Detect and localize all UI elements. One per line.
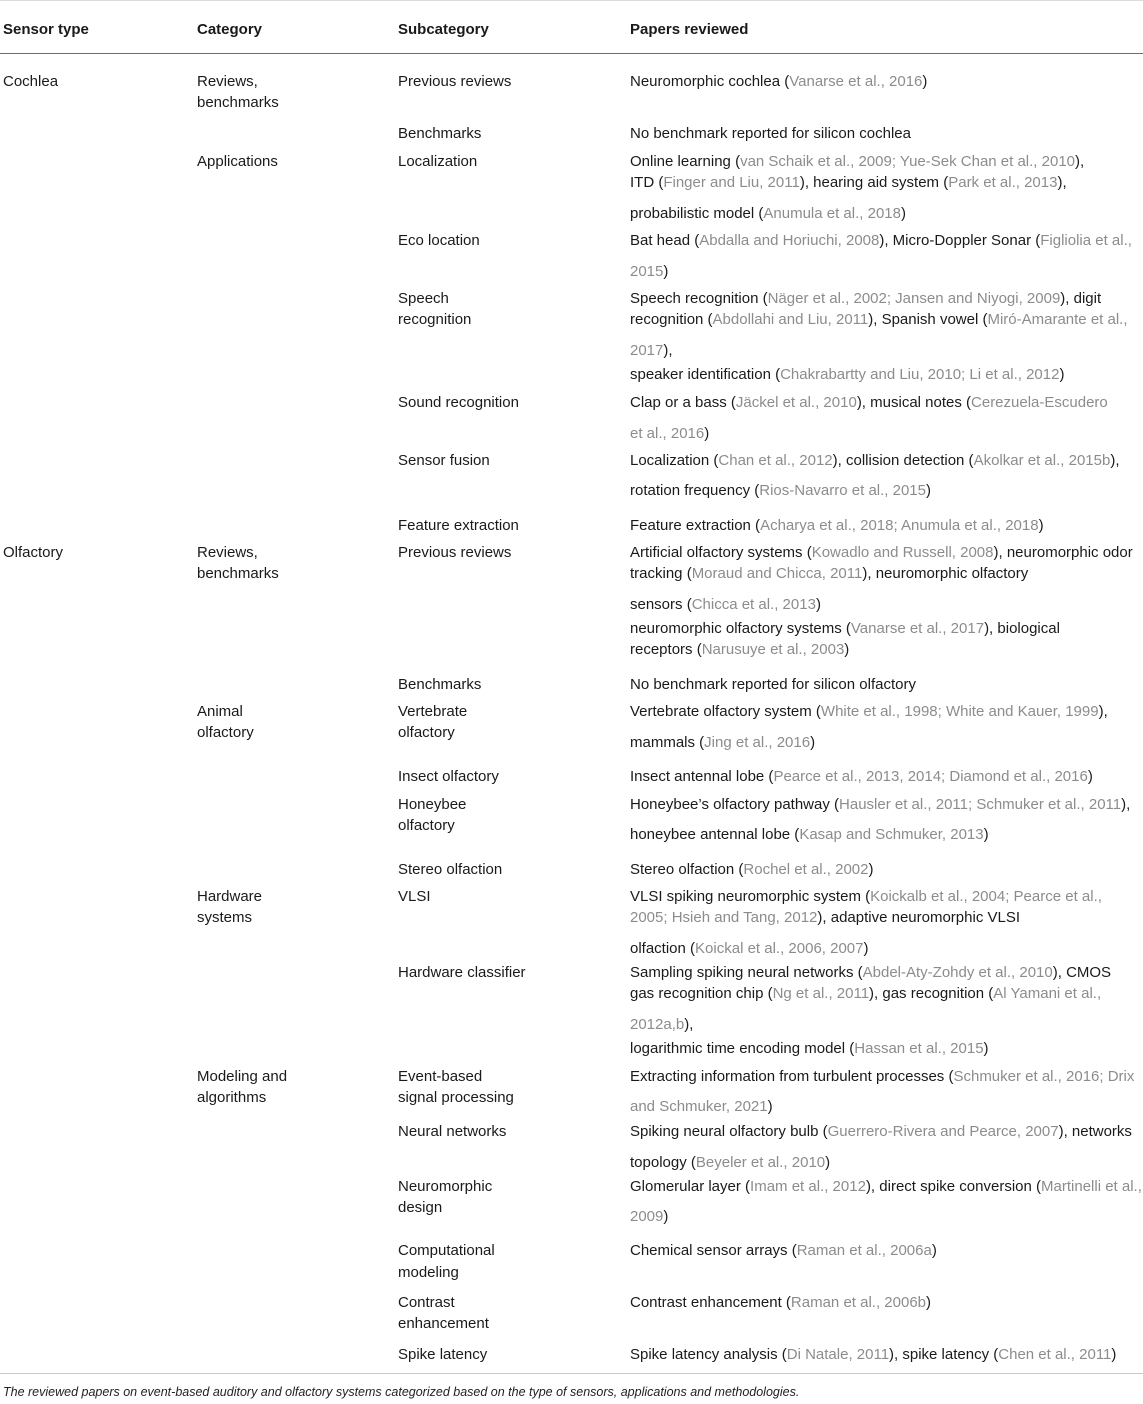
citation-link[interactable]: Narusuye et al., 2003 (701, 641, 845, 658)
cell-text: speaker identification ( (630, 366, 781, 383)
table-cell-pap-c-eco1 (630, 230, 1132, 251)
citation-link[interactable]: Akolkar et al., 2015b (973, 452, 1111, 469)
table-cell-sub-o-neuro1 (398, 1176, 492, 1197)
table-cell-pap-o-comp (630, 1240, 937, 1261)
cell-text: Neuromorphic cochlea ( (630, 73, 790, 90)
table-cell-pap-c-sound2 (630, 423, 709, 444)
citation-link[interactable]: et al., 2016 (630, 425, 705, 442)
citation-link[interactable]: Raman et al., 2006a (796, 1242, 932, 1259)
table-cell-cat-c-rev1 (197, 71, 258, 92)
cell-text: Reviews, (197, 544, 258, 561)
table-caption: The reviewed papers on event-based auditory and olfactory systems categorized based on the type of sensors, applications and methodologies. (3, 1385, 800, 1399)
cell-text: Extracting information from turbulent processes ( (630, 1068, 954, 1085)
table-cell-pap-o-stereo (630, 859, 874, 880)
citation-link[interactable]: Raman et al., 2006b (790, 1294, 927, 1311)
cell-text: Benchmarks (398, 676, 482, 693)
cell-text: Honeybee (398, 796, 467, 813)
cell-text: Neural networks (398, 1123, 507, 1140)
cell-text: algorithms (197, 1089, 267, 1106)
table-cell-sub-o-insect (398, 766, 499, 787)
table-cell-sub-o-event1 (398, 1066, 482, 1087)
table-cell-pap-o-nn2 (630, 1152, 830, 1173)
table-cell-pap-c-sp3 (630, 340, 673, 361)
citation-link[interactable]: Vanarse et al., 2017 (850, 620, 985, 637)
citation-link[interactable]: Finger and Liu, 2011 (663, 174, 800, 191)
citation-link[interactable]: Chakrabartty and Liu, 2010; Li et al., 2012 (780, 366, 1060, 383)
table-cell-pap-o-vert1 (630, 701, 1108, 722)
table-cell-pap-o-vlsi2 (630, 907, 1020, 928)
table-cell-pap-o-spike (630, 1344, 1116, 1365)
cell-text: Spike latency (398, 1346, 488, 1363)
table-cell-sub-o-spike (398, 1344, 487, 1365)
cell-text: ), (1075, 153, 1085, 170)
cell-text: ) (931, 1242, 937, 1259)
citation-link[interactable]: Anumula et al., 2018 (763, 205, 901, 222)
citation-link[interactable]: Beyeler et al., 2010 (695, 1154, 826, 1171)
cell-text: No benchmark reported for silicon olfactory (630, 676, 916, 693)
citation-link[interactable]: Imam et al., 2012 (750, 1178, 866, 1195)
cell-text: Contrast (398, 1294, 455, 1311)
table-cell-pap-o-prev1 (630, 542, 1133, 563)
cell-text: Sampling spiking neural networks ( (630, 964, 863, 981)
cell-text: Feature extraction ( (630, 517, 761, 534)
table-cell-sub-o-comp1 (398, 1240, 495, 1261)
cell-text: Hardware (197, 888, 263, 905)
cell-text: honeybee antennal lobe ( (630, 826, 800, 843)
cell-text: No benchmark reported for silicon cochlea (630, 125, 911, 142)
citation-link[interactable]: Jäckel et al., 2010 (735, 394, 857, 411)
cell-text: ), adaptive neuromorphic VLSI (817, 909, 1021, 926)
cell-text: mammals ( (630, 734, 705, 751)
cell-text: VLSI (398, 888, 431, 905)
header-category: Category (197, 21, 263, 38)
cell-text: ) (704, 425, 710, 442)
cell-text: ) (1038, 517, 1044, 534)
cell-text: Honeybee’s olfactory pathway ( (630, 796, 840, 813)
table-cell-st-cochlea (3, 71, 58, 92)
cell-text: neuromorphic olfactory systems ( (630, 620, 851, 637)
citation-link[interactable]: 2017 (630, 342, 664, 359)
citation-link[interactable]: 2015 (630, 263, 664, 280)
table-cell-pap-o-vlsi1 (630, 886, 1102, 907)
cell-text: Computational (398, 1242, 495, 1259)
citation-link[interactable]: Hausler et al., 2011; Schmuker et al., 2011 (839, 796, 1122, 813)
cell-text: olfactory (197, 724, 254, 741)
cell-text: rotation frequency ( (630, 482, 760, 499)
cell-text: ), neuromorphic odor (993, 544, 1133, 561)
cell-text: ), networks (1058, 1123, 1132, 1140)
citation-link[interactable]: Kowadlo and Russell, 2008 (811, 544, 994, 561)
table-cell-pap-o-insect (630, 766, 1093, 787)
citation-link[interactable]: Rios-Navarro et al., 2015 (759, 482, 926, 499)
table-cell-pap-o-neuro2 (630, 1206, 668, 1227)
citation-link[interactable]: Guerrero-Rivera and Pearce, 2007 (827, 1123, 1059, 1140)
table-cell-sub-o-event2 (398, 1087, 514, 1108)
citation-link[interactable]: Jing et al., 2016 (704, 734, 811, 751)
citation-link[interactable]: Pearce et al., 2013, 2014; Diamond et al., 2016 (773, 768, 1088, 785)
table-cell-cat-o-rev1 (197, 542, 258, 563)
cell-text: ), Spanish vowel ( (868, 311, 988, 328)
cell-text: Speech (398, 290, 449, 307)
cell-text: ) (844, 641, 850, 658)
cell-text: Applications (197, 153, 278, 170)
table-cell-pap-o-hwc3 (630, 1014, 693, 1035)
cell-text: gas recognition chip ( (630, 985, 773, 1002)
citation-link[interactable]: Näger et al., 2002; Jansen and Niyogi, 2009 (767, 290, 1061, 307)
cell-text: Cochlea (3, 73, 59, 90)
citation-link[interactable]: 2009 (630, 1208, 664, 1225)
table-cell-sub-o-stereo (398, 859, 502, 880)
table-cell-sub-c-prev (398, 71, 511, 92)
table-cell-sub-o-nn (398, 1121, 506, 1142)
table-cell-sub-o-contrast2 (398, 1313, 489, 1334)
table-cell-pap-o-hwc2 (630, 983, 1101, 1004)
cell-text: ) (868, 861, 874, 878)
table-cell-sub-c-sp2 (398, 309, 471, 330)
citation-link[interactable]: Abdel-Aty-Zohdy et al., 2010 (862, 964, 1053, 981)
citation-link[interactable]: Miró-Amarante et al., (987, 311, 1128, 328)
cell-text: Stereo olfaction ( (630, 861, 744, 878)
citation-link[interactable]: van Schaik et al., 2009; Yue-Sek Chan et al., 2010 (740, 153, 1076, 170)
table-cell-pap-c-loc3 (630, 203, 906, 224)
cell-text: enhancement (398, 1315, 489, 1332)
table-cell-sub-c-feat (398, 515, 519, 536)
cell-text: Insect antennal lobe ( (630, 768, 774, 785)
cell-text: ), (1057, 174, 1067, 191)
cell-text: ), hearing aid system ( (799, 174, 949, 191)
cell-text: benchmarks (197, 565, 279, 582)
header-papers-reviewed: Papers reviewed (630, 21, 749, 38)
cell-text: receptors ( (630, 641, 702, 658)
cell-text: signal processing (398, 1089, 514, 1106)
table-cell-pap-o-contrast (630, 1292, 931, 1313)
table-cell-sub-o-vlsi (398, 886, 431, 907)
citation-link[interactable]: Koickal et al., 2006, 2007 (695, 940, 864, 957)
cell-text: ) (815, 596, 821, 613)
cell-text: Sensor fusion (398, 452, 490, 469)
citation-link[interactable]: Park et al., 2013 (948, 174, 1058, 191)
cell-text: ), Micro-Doppler Sonar ( (879, 232, 1041, 249)
citation-link[interactable]: Di Natale, 2011 (786, 1346, 890, 1363)
table-cell-pap-o-hwc1 (630, 962, 1111, 983)
table-cell-pap-o-honey1 (630, 794, 1130, 815)
cell-text: ) (1059, 366, 1065, 383)
cell-text: ) (900, 205, 906, 222)
cell-text: ), (1110, 452, 1120, 469)
citation-link[interactable]: Al Yamani et al., (993, 985, 1102, 1002)
cell-text: VLSI spiking neuromorphic system ( (630, 888, 871, 905)
citation-link[interactable]: 2012a,b (630, 1016, 685, 1033)
citation-link[interactable]: and Schmuker, 2021 (630, 1098, 768, 1115)
table-cell-sub-o-hwc (398, 962, 526, 983)
table-cell-pap-c-bench (630, 123, 911, 144)
table-cell-sub-o-honey1 (398, 794, 466, 815)
cell-text: Previous reviews (398, 544, 512, 561)
cell-text: benchmarks (197, 94, 279, 111)
cell-text: ) (810, 734, 816, 751)
table-cell-pap-c-fusion1 (630, 450, 1120, 471)
cell-text: probabilistic model ( (630, 205, 764, 222)
header-subcategory: Subcategory (398, 21, 489, 38)
table-cell-pap-o-event2 (630, 1096, 773, 1117)
table-cell-pap-c-fusion2 (630, 480, 931, 501)
table-header-row (0, 0, 1143, 54)
citation-link[interactable]: Cerezuela-Escudero (971, 394, 1108, 411)
citation-link[interactable]: Figliolia et al., (1040, 232, 1132, 249)
table-cell-pap-o-prev3 (630, 594, 821, 615)
table-cell-pap-c-feat (630, 515, 1044, 536)
cell-text: ) (863, 940, 869, 957)
cell-text: ), musical notes ( (856, 394, 972, 411)
cell-text: olfactory (398, 724, 455, 741)
cell-text: ), (663, 342, 673, 359)
cell-text: logarithmic time encoding model ( (630, 1040, 855, 1057)
cell-text: Sound recognition (398, 394, 519, 411)
table-cell-pap-c-eco2 (630, 261, 668, 282)
citation-link[interactable]: Rochel et al., 2002 (743, 861, 869, 878)
table-cell-sub-o-honey2 (398, 815, 455, 836)
table-cell-cat-o-rev2 (197, 563, 279, 584)
cell-text: ) (983, 826, 989, 843)
cell-text: ) (983, 1040, 989, 1057)
table-cell-pap-c-sp2 (630, 309, 1128, 330)
cell-text: Vertebrate olfactory system ( (630, 703, 821, 720)
cell-text: ) (926, 1294, 932, 1311)
cell-text: ) (825, 1154, 831, 1171)
cell-text: ), digit (1060, 290, 1102, 307)
cell-text: ), neuromorphic olfactory (862, 565, 1029, 582)
cell-text: Artificial olfactory systems ( (630, 544, 812, 561)
table-cell-pap-c-prev (630, 71, 927, 92)
cell-text: Neuromorphic (398, 1178, 493, 1195)
cell-text: recognition (398, 311, 472, 328)
table-cell-cat-o-animal1 (197, 701, 243, 722)
cell-text: Event-based (398, 1068, 483, 1085)
cell-text: ), (1098, 703, 1108, 720)
cell-text: ) (1087, 768, 1093, 785)
table-cell-sub-o-neuro2 (398, 1197, 442, 1218)
cell-text: Chemical sensor arrays ( (630, 1242, 797, 1259)
cell-text: ) (922, 73, 928, 90)
citation-link[interactable]: Martinelli et al., (1041, 1178, 1142, 1195)
table-cell-pap-c-sp1 (630, 288, 1101, 309)
cell-text: ) (926, 482, 931, 499)
table-cell-pap-o-event1 (630, 1066, 1134, 1087)
table-cell-sub-o-contrast1 (398, 1292, 455, 1313)
cell-text: Insect olfactory (398, 768, 499, 785)
table-cell-sub-o-vert2 (398, 722, 455, 743)
cell-text: ), CMOS (1052, 964, 1112, 981)
cell-text: Spiking neural olfactory bulb ( (630, 1123, 828, 1140)
table-cell-pap-o-nn1 (630, 1121, 1132, 1142)
table-cell-sub-o-bench (398, 674, 481, 695)
table-cell-sub-c-bench (398, 123, 481, 144)
citation-link[interactable]: Moraud and Chicca, 2011 (691, 565, 863, 582)
cell-text: ) (767, 1098, 773, 1115)
table-cell-pap-o-honey2 (630, 824, 989, 845)
header-sensor-type: Sensor type (3, 21, 89, 38)
cell-text: ) (663, 1208, 669, 1225)
table-cell-cat-o-hw1 (197, 886, 262, 907)
citation-link[interactable]: Hassan et al., 2015 (854, 1040, 984, 1057)
table-cell-cat-o-model2 (197, 1087, 266, 1108)
cell-text: Vertebrate (398, 703, 468, 720)
cell-text: Modeling and (197, 1068, 288, 1085)
citation-link[interactable]: Koickalb et al., 2004; Pearce et al., (870, 888, 1102, 905)
table-cell-pap-o-prev2 (630, 563, 1028, 584)
table-cell-pap-o-prev5 (630, 639, 849, 660)
citation-link[interactable]: Chicca et al., 2013 (691, 596, 816, 613)
citation-link[interactable]: Ng et al., 2011 (772, 985, 870, 1002)
cell-text: olfaction ( (630, 940, 696, 957)
table-cell-pap-o-hwc4 (630, 1038, 989, 1059)
cell-text: Localization (398, 153, 478, 170)
cell-text: ) (663, 263, 669, 280)
table-cell-sub-c-loc (398, 151, 477, 172)
citation-link[interactable]: Abdollahi and Liu, 2011 (712, 311, 869, 328)
table-cell-pap-c-loc2 (630, 172, 1067, 193)
cell-text: Speech recognition ( (630, 290, 768, 307)
cell-text: tracking ( (630, 565, 692, 582)
cell-text: ), spike latency ( (889, 1346, 999, 1363)
cell-text: ) (1111, 1346, 1117, 1363)
table-cell-pap-c-sound1 (630, 392, 1108, 413)
cell-text: Contrast enhancement ( (630, 1294, 791, 1311)
cell-text: ), (684, 1016, 694, 1033)
cell-text: Online learning ( (630, 153, 741, 170)
table-cell-cat-o-animal2 (197, 722, 254, 743)
table-cell-cat-o-model1 (197, 1066, 287, 1087)
table-cell-pap-o-vlsi3 (630, 938, 869, 959)
citation-link[interactable]: Schmuker et al., 2016; Drix (953, 1068, 1135, 1085)
citation-link[interactable]: White et al., 1998; White and Kauer, 1999 (820, 703, 1099, 720)
cell-text: Localization ( (630, 452, 719, 469)
table-cell-sub-o-vert1 (398, 701, 467, 722)
table-cell-sub-c-sp1 (398, 288, 449, 309)
citation-link[interactable]: Abdalla and Horiuchi, 2008 (699, 232, 880, 249)
cell-text: topology ( (630, 1154, 696, 1171)
cell-text: Previous reviews (398, 73, 512, 90)
table-cell-pap-o-neuro1 (630, 1176, 1142, 1197)
citation-link[interactable]: Vanarse et al., 2016 (789, 73, 923, 90)
table-cell-sub-o-comp2 (398, 1262, 459, 1283)
table-cell-pap-o-prev4 (630, 618, 1060, 639)
cell-text: ), collision detection ( (832, 452, 974, 469)
table-cell-sub-o-prev (398, 542, 511, 563)
cell-text: ITD ( (630, 174, 664, 191)
table-cell-pap-o-bench (630, 674, 916, 695)
citation-link[interactable]: Chen et al., 2011 (998, 1346, 1112, 1363)
cell-text: Spike latency analysis ( (630, 1346, 787, 1363)
table-cell-cat-o-hw2 (197, 907, 252, 928)
cell-text: Animal (197, 703, 243, 720)
table-cell-sub-c-sound (398, 392, 519, 413)
cell-text: recognition ( (630, 311, 713, 328)
table-cell-pap-o-vert2 (630, 732, 815, 753)
cell-text: ), (1121, 796, 1131, 813)
cell-text: design (398, 1199, 443, 1216)
cell-text: Glomerular layer ( (630, 1178, 751, 1195)
cell-text: Bat head ( (630, 232, 700, 249)
cell-text: Eco location (398, 232, 480, 249)
citation-link[interactable]: Kasap and Schmuker, 2013 (799, 826, 984, 843)
table-cell-pap-c-loc1 (630, 151, 1084, 172)
table-cell-cat-c-app (197, 151, 278, 172)
citation-link[interactable]: Chan et al., 2012 (718, 452, 833, 469)
cell-text: Hardware classifier (398, 964, 526, 981)
table-bottom-rule (0, 1373, 1143, 1374)
cell-text: Clap or a bass ( (630, 394, 736, 411)
cell-text: sensors ( (630, 596, 692, 613)
cell-text: ), gas recognition ( (869, 985, 994, 1002)
cell-text: ), direct spike conversion ( (865, 1178, 1042, 1195)
citation-link[interactable]: 2005; Hsieh and Tang, 2012 (630, 909, 818, 926)
table-cell-sub-c-eco (398, 230, 480, 251)
table-cell-sub-c-fusion (398, 450, 490, 471)
cell-text: Feature extraction (398, 517, 519, 534)
cell-text: Reviews, (197, 73, 258, 90)
cell-text: olfactory (398, 817, 455, 834)
cell-text: Benchmarks (398, 125, 482, 142)
cell-text: systems (197, 909, 253, 926)
cell-text: Stereo olfaction (398, 861, 503, 878)
table-cell-cat-c-rev2 (197, 92, 279, 113)
table-cell-pap-c-sp4 (630, 364, 1064, 385)
cell-text: ), biological (984, 620, 1060, 637)
cell-text: modeling (398, 1264, 459, 1281)
citation-link[interactable]: Acharya et al., 2018; Anumula et al., 2018 (760, 517, 1039, 534)
table-cell-st-olfactory (3, 542, 63, 563)
cell-text: Olfactory (3, 544, 64, 561)
